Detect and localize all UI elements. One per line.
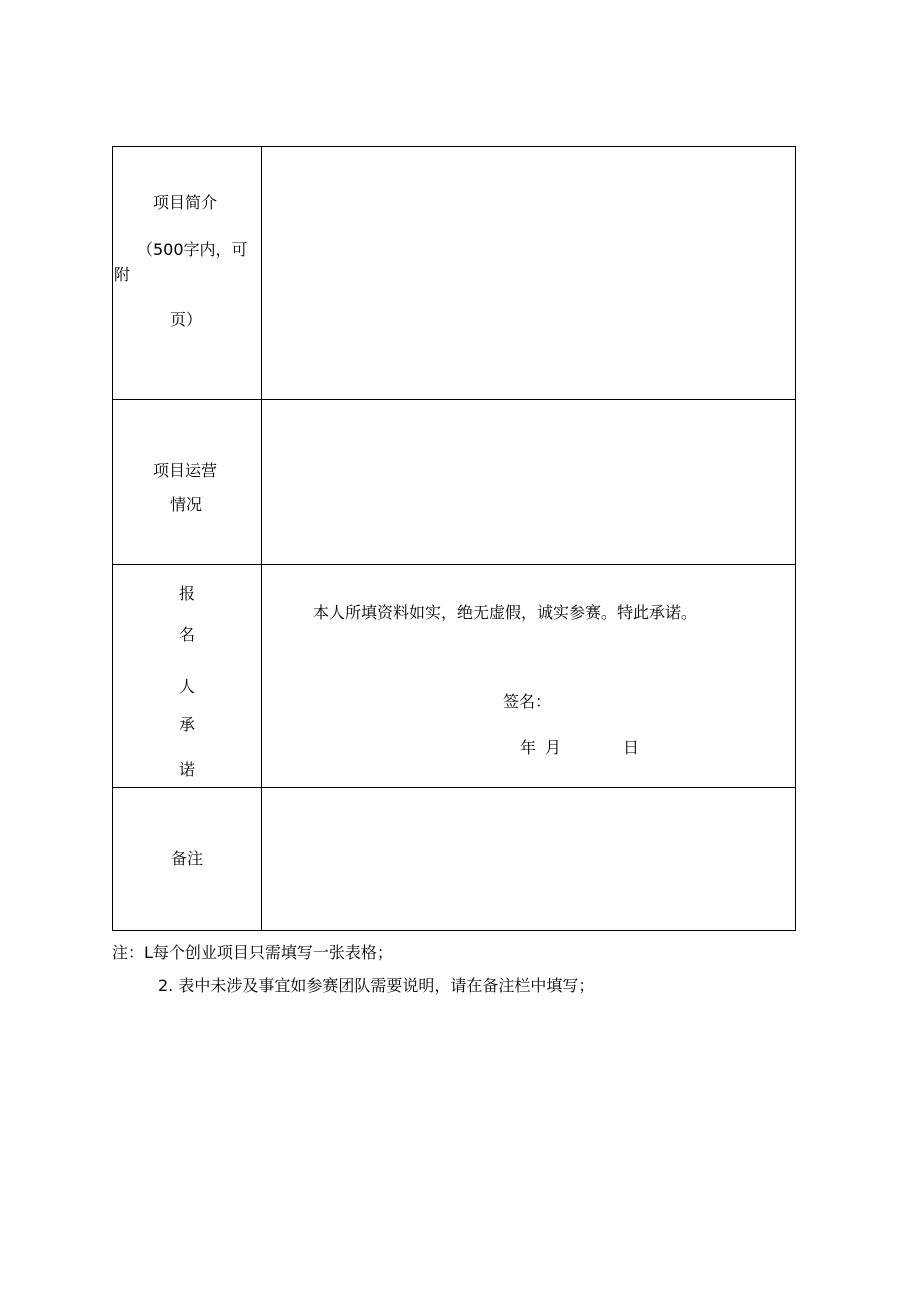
project-operations-label: 项目运营 (153, 461, 218, 480)
date-year-label: 年 (520, 738, 537, 757)
note-line-2: 2. 表中未涉及事宜如参赛团队需要说明，请在备注栏中填写； (158, 976, 595, 995)
pledge-label-char: 报 (179, 584, 196, 603)
project-intro-attach-note: 附 (114, 265, 131, 284)
project-intro-limit-note: （500字内，可 (137, 240, 248, 259)
applicant-pledge-label-cell (113, 565, 262, 788)
project-intro-row (113, 147, 796, 400)
project-operations-input-area[interactable] (262, 400, 796, 565)
project-operations-label-cell (113, 400, 262, 565)
applicant-pledge-row (113, 565, 796, 788)
remark-label: 备注 (171, 849, 204, 868)
remark-row (113, 788, 796, 931)
pledge-statement: 本人所填资料如实，绝无虚假，诚实参赛。特此承诺。 (313, 603, 698, 622)
pledge-label-char: 诺 (179, 760, 196, 779)
pledge-label-char: 人 (179, 677, 196, 696)
project-intro-title: 项目简介 (153, 193, 218, 212)
date-month-label: 月 (545, 738, 562, 757)
date-day-label: 日 (623, 738, 640, 757)
pledge-label-char: 承 (179, 715, 196, 734)
applicant-pledge-content (262, 565, 796, 788)
note-line-1: 注：L每个创业项目只需填写一张表格； (112, 943, 393, 962)
project-operations-label-2: 情况 (170, 495, 203, 514)
signature-label: 签名： (503, 692, 552, 711)
project-operations-row (113, 400, 796, 565)
project-intro-page-note: 页） (170, 310, 203, 329)
project-intro-input-area[interactable] (262, 147, 796, 400)
remark-input-area[interactable] (262, 788, 796, 931)
registration-form-table (112, 146, 796, 931)
remark-label-cell (113, 788, 262, 931)
project-intro-label-cell (113, 147, 262, 400)
pledge-label-char: 名 (179, 625, 196, 644)
